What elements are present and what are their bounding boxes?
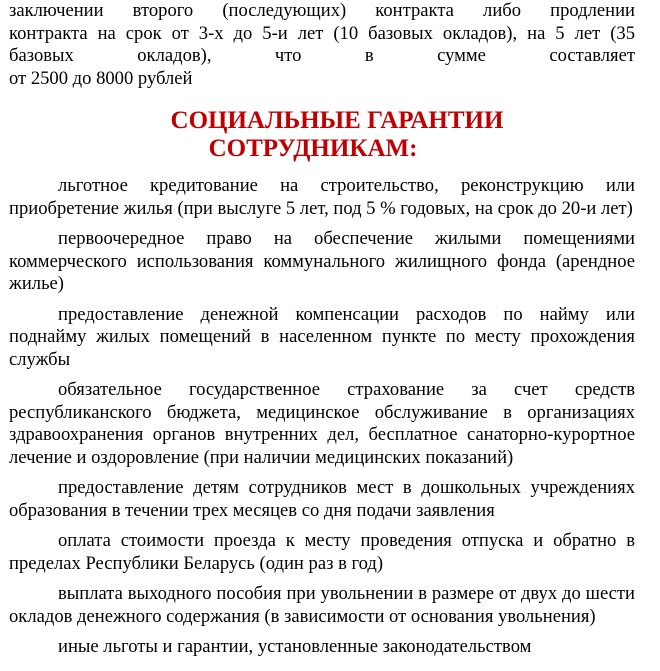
intro-paragraph	[9, 0, 635, 90]
list-item: первоочередное право на обеспечение жилыми помещениями коммерческого использования коммунального жилищного фонда (арендное жилье)	[9, 228, 635, 294]
intro-line: заключении второго (последующих) контракта либо продлении	[9, 0, 635, 21]
list-item: обязательное государственное страхование за счет средств республиканского бюджета, медицинское обслуживание в организациях здравоохранения органов внутренних дел, бесплатное санаторно-курортное лечение и оздоровление (при наличии медицинских показаний)	[9, 379, 635, 468]
list-item: оплата стоимости проезда к месту проведения отпуска и обратно в пределах Республики Беларусь (один раз в год)	[9, 530, 635, 574]
list-item: предоставление денежной компенсации расходов по найму или поднайму жилых помещений в населенном пункте по месту прохождения службы	[9, 303, 635, 370]
document-page	[9, 0, 635, 667]
list-item: иные льготы и гарантии, установленные законодательством	[58, 636, 532, 657]
intro-line: базовых окладов), что в сумме составляет	[9, 45, 635, 66]
heading-line-2: СОТРУДНИКАМ:	[208, 135, 418, 162]
list-item: льготное кредитование на строительство, реконструкцию или приобретение жилья (при выслуге 5 лет, под 5 % годовых, на срок до 20-и лет)	[9, 175, 635, 219]
intro-line: от 2500 до 8000 рублей	[9, 67, 193, 89]
heading-line-1: СОЦИАЛЬНЫЕ ГАРАНТИИ	[170, 107, 504, 134]
section-heading	[9, 107, 635, 163]
intro-line: контракта на срок от 3-х до 5-и лет (10 базовых окладов), на 5 лет (35	[9, 22, 635, 44]
guarantees-list	[9, 175, 635, 659]
list-item: выплата выходного пособия при увольнении в размере от двух до шести окладов денежного содержания (в зависимости от основания увольнения)	[9, 583, 635, 627]
list-item: предоставление детям сотрудников мест в дошкольных учреждениях образования в течении трех месяцев со дня подачи заявления	[9, 477, 635, 521]
